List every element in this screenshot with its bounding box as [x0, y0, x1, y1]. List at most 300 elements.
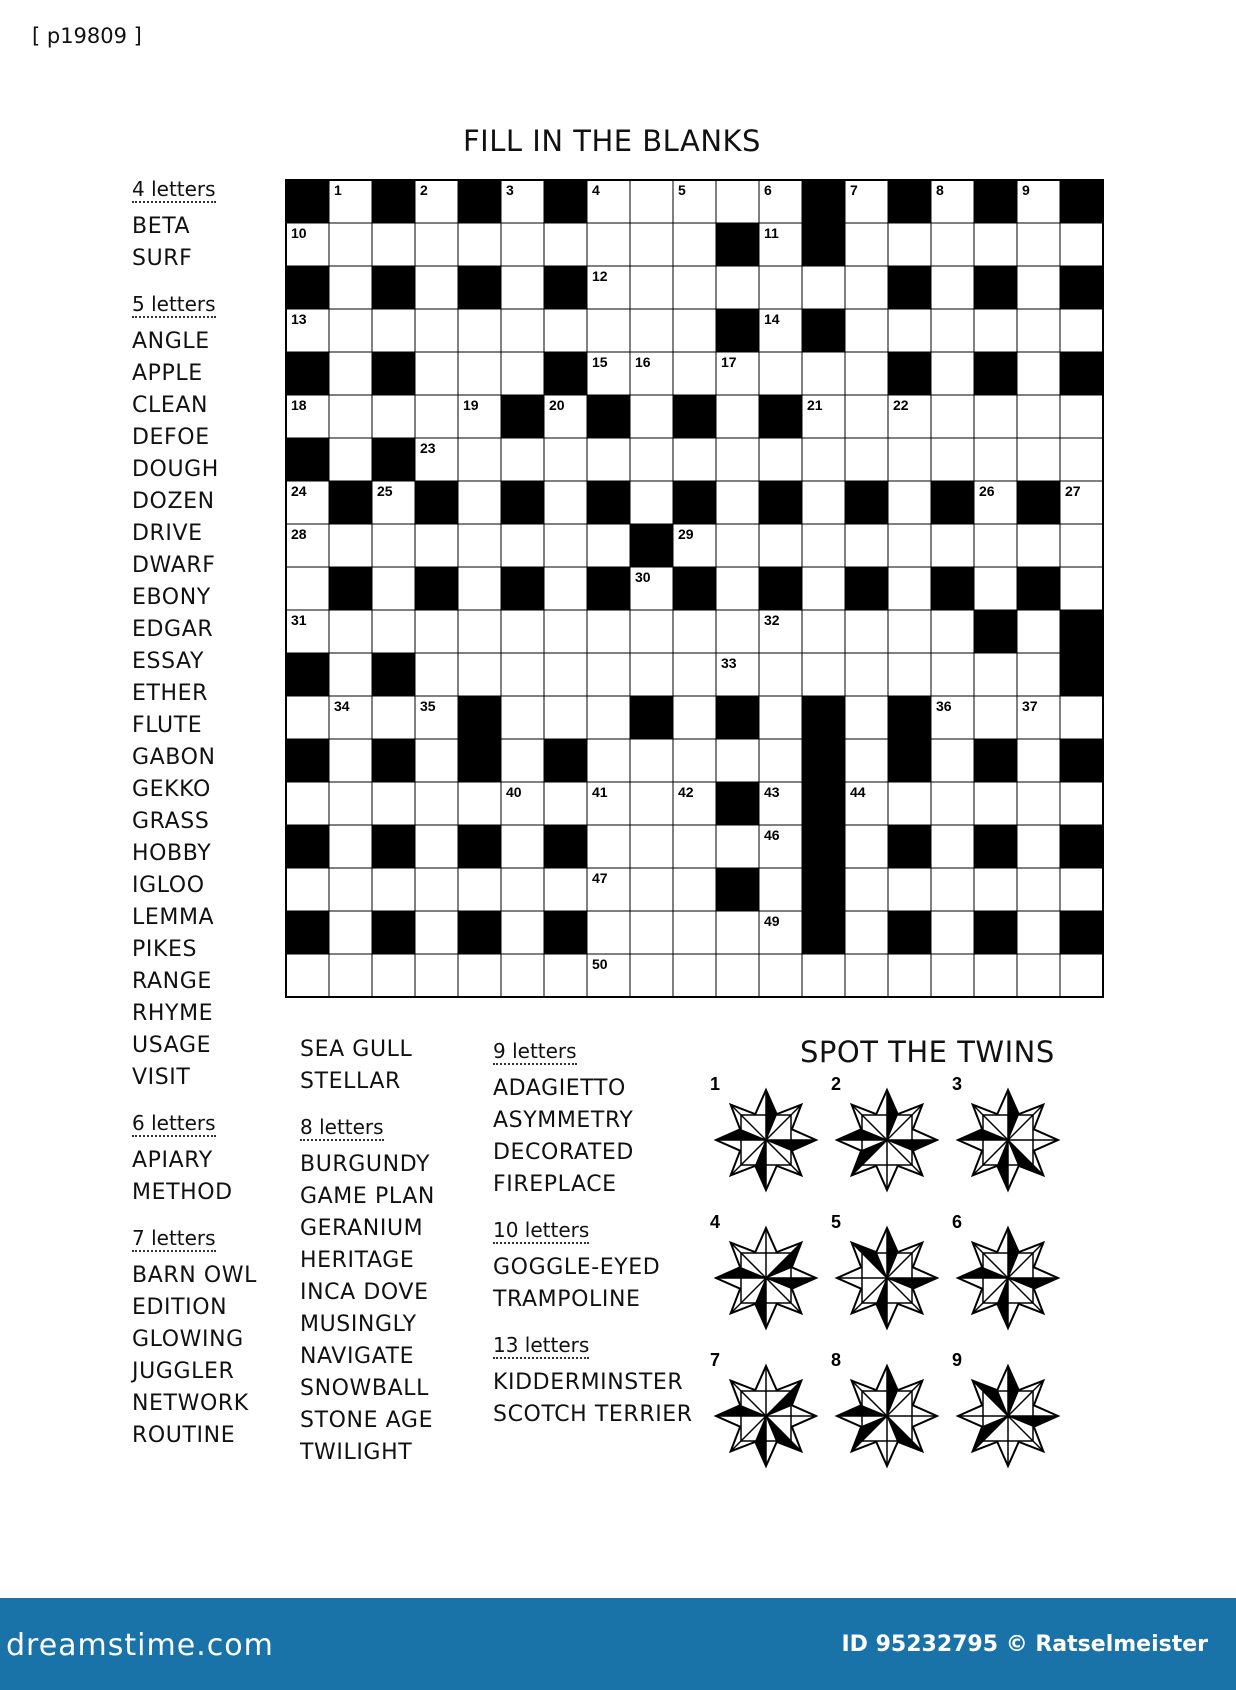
word-entry: STELLAR: [300, 1069, 401, 1094]
white-cell[interactable]: [931, 868, 974, 911]
white-cell[interactable]: [501, 825, 544, 868]
footer-logo[interactable]: dreamstime.com: [6, 1628, 274, 1663]
white-cell[interactable]: [1060, 309, 1103, 352]
white-cell[interactable]: [501, 524, 544, 567]
white-cell[interactable]: [415, 395, 458, 438]
white-cell[interactable]: [802, 266, 845, 309]
white-cell[interactable]: [888, 567, 931, 610]
white-cell[interactable]: [544, 782, 587, 825]
white-cell[interactable]: [501, 911, 544, 954]
white-cell[interactable]: [888, 868, 931, 911]
star-line: [852, 1140, 887, 1175]
white-cell[interactable]: [931, 782, 974, 825]
white-cell[interactable]: [630, 911, 673, 954]
white-cell[interactable]: [458, 223, 501, 266]
clue-number: 17: [721, 354, 737, 370]
white-cell[interactable]: [802, 610, 845, 653]
white-cell[interactable]: [1017, 868, 1060, 911]
white-cell[interactable]: [458, 782, 501, 825]
white-cell[interactable]: [845, 266, 888, 309]
white-cell[interactable]: [759, 524, 802, 567]
white-cell[interactable]: [1060, 524, 1103, 567]
white-cell[interactable]: [415, 954, 458, 997]
white-cell[interactable]: [845, 954, 888, 997]
black-cell: [673, 481, 716, 524]
white-cell[interactable]: [673, 911, 716, 954]
white-cell[interactable]: [1017, 395, 1060, 438]
white-cell[interactable]: [673, 868, 716, 911]
white-cell[interactable]: [372, 567, 415, 610]
black-cell: [372, 266, 415, 309]
white-cell[interactable]: [372, 223, 415, 266]
white-cell[interactable]: [673, 825, 716, 868]
white-cell[interactable]: [716, 481, 759, 524]
white-cell[interactable]: [974, 438, 1017, 481]
black-cell: [888, 180, 931, 223]
white-cell[interactable]: [759, 696, 802, 739]
star-line: [766, 1105, 801, 1140]
white-cell[interactable]: [931, 954, 974, 997]
white-cell[interactable]: [673, 696, 716, 739]
white-cell[interactable]: [587, 223, 630, 266]
white-cell[interactable]: [329, 954, 372, 997]
white-cell[interactable]: [888, 653, 931, 696]
white-cell[interactable]: [931, 653, 974, 696]
star-line: [766, 1416, 801, 1451]
white-cell[interactable]: [888, 610, 931, 653]
white-cell[interactable]: [458, 309, 501, 352]
white-cell[interactable]: [673, 739, 716, 782]
white-cell[interactable]: [1017, 352, 1060, 395]
white-cell[interactable]: [716, 266, 759, 309]
white-cell[interactable]: [372, 395, 415, 438]
white-cell[interactable]: [630, 309, 673, 352]
white-cell[interactable]: [845, 223, 888, 266]
white-cell[interactable]: [1060, 782, 1103, 825]
white-cell[interactable]: [415, 266, 458, 309]
star-square: [862, 1115, 912, 1165]
white-cell[interactable]: [544, 653, 587, 696]
white-cell[interactable]: [415, 739, 458, 782]
word-group: [132, 174, 257, 275]
white-cell[interactable]: [544, 524, 587, 567]
white-cell[interactable]: [329, 352, 372, 395]
white-cell[interactable]: [931, 739, 974, 782]
white-cell[interactable]: [845, 395, 888, 438]
white-cell[interactable]: [630, 395, 673, 438]
word-entry: RANGE: [132, 969, 212, 994]
white-cell[interactable]: [716, 954, 759, 997]
word-entry: IGLOO: [132, 873, 205, 898]
star-line: [973, 1278, 1008, 1313]
white-cell[interactable]: [802, 352, 845, 395]
white-cell[interactable]: [329, 223, 372, 266]
white-cell[interactable]: [802, 653, 845, 696]
white-cell[interactable]: [1017, 825, 1060, 868]
word-entry: GEKKO: [132, 777, 211, 802]
white-cell[interactable]: [888, 524, 931, 567]
white-cell[interactable]: [1060, 438, 1103, 481]
white-cell[interactable]: [630, 782, 673, 825]
white-cell[interactable]: [329, 825, 372, 868]
white-cell[interactable]: [544, 481, 587, 524]
word-group-header: 7 letters: [132, 1226, 216, 1250]
shaded-segment: [837, 1129, 887, 1140]
white-cell[interactable]: [673, 954, 716, 997]
white-cell[interactable]: [372, 309, 415, 352]
black-cell: [329, 481, 372, 524]
white-cell[interactable]: [329, 868, 372, 911]
white-cell[interactable]: [1017, 610, 1060, 653]
black-cell: [716, 223, 759, 266]
white-cell[interactable]: [673, 266, 716, 309]
white-cell[interactable]: [759, 352, 802, 395]
clue-number: 47: [592, 870, 608, 886]
white-cell[interactable]: [845, 696, 888, 739]
clue-number: 46: [764, 827, 780, 843]
white-cell[interactable]: [630, 653, 673, 696]
white-cell[interactable]: [415, 610, 458, 653]
white-cell[interactable]: [888, 223, 931, 266]
clue-number: 23: [420, 440, 436, 456]
white-cell[interactable]: [544, 223, 587, 266]
white-cell[interactable]: [1060, 567, 1103, 610]
white-cell[interactable]: [544, 309, 587, 352]
white-cell[interactable]: [716, 180, 759, 223]
twin-star[interactable]: [831, 1212, 937, 1328]
white-cell[interactable]: [587, 825, 630, 868]
white-cell[interactable]: [759, 739, 802, 782]
white-cell[interactable]: [931, 438, 974, 481]
white-cell[interactable]: [587, 739, 630, 782]
white-cell[interactable]: [931, 266, 974, 309]
white-cell[interactable]: [845, 825, 888, 868]
word-entry: HERITAGE: [300, 1248, 415, 1273]
white-cell[interactable]: [458, 352, 501, 395]
black-cell: [716, 868, 759, 911]
white-cell[interactable]: [1017, 653, 1060, 696]
star-line: [973, 1416, 1008, 1451]
white-cell[interactable]: [931, 524, 974, 567]
white-cell[interactable]: [501, 309, 544, 352]
white-cell[interactable]: [1060, 868, 1103, 911]
white-cell[interactable]: [630, 868, 673, 911]
white-cell[interactable]: [630, 180, 673, 223]
twin-star[interactable]: [710, 1350, 816, 1466]
white-cell[interactable]: [372, 954, 415, 997]
word-entry: INCA DOVE: [300, 1280, 429, 1305]
white-cell[interactable]: [458, 524, 501, 567]
grid-title: FILL IN THE BLANKS: [463, 124, 761, 158]
white-cell[interactable]: [630, 610, 673, 653]
black-cell: [458, 180, 501, 223]
white-cell[interactable]: [286, 868, 329, 911]
black-cell: [888, 825, 931, 868]
white-cell[interactable]: [544, 868, 587, 911]
star-line: [731, 1381, 766, 1416]
white-cell[interactable]: [1017, 309, 1060, 352]
white-cell[interactable]: [716, 825, 759, 868]
white-cell[interactable]: [544, 438, 587, 481]
white-cell[interactable]: [458, 868, 501, 911]
white-cell[interactable]: [587, 524, 630, 567]
white-cell[interactable]: [415, 825, 458, 868]
clue-number: 35: [420, 698, 436, 714]
white-cell[interactable]: [501, 954, 544, 997]
white-cell[interactable]: [974, 567, 1017, 610]
white-cell[interactable]: [329, 266, 372, 309]
white-cell[interactable]: [544, 567, 587, 610]
white-cell[interactable]: [1017, 954, 1060, 997]
white-cell[interactable]: [845, 610, 888, 653]
white-cell[interactable]: [974, 309, 1017, 352]
twin-star[interactable]: [952, 1074, 1058, 1190]
white-cell[interactable]: [329, 739, 372, 782]
white-cell[interactable]: [1017, 524, 1060, 567]
white-cell[interactable]: [716, 395, 759, 438]
white-cell[interactable]: [286, 696, 329, 739]
white-cell[interactable]: [1060, 954, 1103, 997]
white-cell[interactable]: [329, 911, 372, 954]
black-cell: [544, 739, 587, 782]
white-cell[interactable]: [587, 696, 630, 739]
shaded-segment: [766, 1278, 816, 1289]
white-cell[interactable]: [329, 309, 372, 352]
white-cell[interactable]: [630, 266, 673, 309]
word-entry: STONE AGE: [300, 1408, 434, 1433]
white-cell[interactable]: [329, 395, 372, 438]
black-cell: [716, 782, 759, 825]
white-cell[interactable]: [544, 954, 587, 997]
white-cell[interactable]: [458, 481, 501, 524]
white-cell[interactable]: [716, 567, 759, 610]
star-line: [731, 1416, 766, 1451]
white-cell[interactable]: [329, 653, 372, 696]
black-cell: [759, 567, 802, 610]
white-cell[interactable]: [802, 524, 845, 567]
white-cell[interactable]: [1060, 395, 1103, 438]
white-cell[interactable]: [630, 223, 673, 266]
twin-star[interactable]: [952, 1212, 1058, 1328]
white-cell[interactable]: [286, 567, 329, 610]
white-cell[interactable]: [501, 868, 544, 911]
white-cell[interactable]: [673, 438, 716, 481]
shaded-segment: [973, 1416, 1008, 1451]
white-cell[interactable]: [415, 309, 458, 352]
black-cell: [931, 481, 974, 524]
clue-number: 11: [764, 225, 779, 241]
shaded-segment: [852, 1140, 887, 1175]
white-cell[interactable]: [415, 653, 458, 696]
white-cell[interactable]: [759, 266, 802, 309]
twin-star[interactable]: [831, 1350, 937, 1466]
white-cell[interactable]: [587, 438, 630, 481]
white-cell[interactable]: [845, 309, 888, 352]
word-entry: DOUGH: [132, 457, 219, 482]
black-cell: [974, 180, 1017, 223]
white-cell[interactable]: [931, 610, 974, 653]
white-cell[interactable]: [974, 524, 1017, 567]
white-cell[interactable]: [673, 610, 716, 653]
white-cell[interactable]: [329, 524, 372, 567]
white-cell[interactable]: [372, 524, 415, 567]
black-cell: [458, 696, 501, 739]
white-cell[interactable]: [974, 954, 1017, 997]
white-cell[interactable]: [845, 739, 888, 782]
white-cell[interactable]: [759, 868, 802, 911]
white-cell[interactable]: [673, 223, 716, 266]
white-cell[interactable]: [673, 653, 716, 696]
white-cell[interactable]: [372, 868, 415, 911]
star-outline: [958, 1228, 1058, 1328]
white-cell[interactable]: [673, 352, 716, 395]
white-cell[interactable]: [974, 653, 1017, 696]
white-cell[interactable]: [458, 653, 501, 696]
white-cell[interactable]: [716, 438, 759, 481]
white-cell[interactable]: [501, 352, 544, 395]
white-cell[interactable]: [501, 739, 544, 782]
star-line: [766, 1381, 801, 1416]
white-cell[interactable]: [974, 223, 1017, 266]
white-cell[interactable]: [802, 954, 845, 997]
white-cell[interactable]: [716, 739, 759, 782]
white-cell[interactable]: [845, 653, 888, 696]
white-cell[interactable]: [845, 868, 888, 911]
white-cell[interactable]: [888, 309, 931, 352]
white-cell[interactable]: [630, 438, 673, 481]
star-square: [983, 1391, 1033, 1441]
white-cell[interactable]: [329, 610, 372, 653]
white-cell[interactable]: [501, 610, 544, 653]
white-cell[interactable]: [888, 438, 931, 481]
white-cell[interactable]: [759, 954, 802, 997]
clue-number: 26: [979, 483, 995, 499]
white-cell[interactable]: [1060, 696, 1103, 739]
white-cell[interactable]: [458, 610, 501, 653]
white-cell[interactable]: [630, 954, 673, 997]
white-cell[interactable]: [802, 481, 845, 524]
black-cell: [372, 653, 415, 696]
white-cell[interactable]: [1017, 782, 1060, 825]
white-cell[interactable]: [1017, 739, 1060, 782]
white-cell[interactable]: [501, 266, 544, 309]
white-cell[interactable]: [845, 438, 888, 481]
white-cell[interactable]: [415, 524, 458, 567]
white-cell[interactable]: [587, 653, 630, 696]
twin-star[interactable]: [831, 1074, 937, 1190]
white-cell[interactable]: [544, 610, 587, 653]
white-cell[interactable]: [501, 438, 544, 481]
white-cell[interactable]: [372, 782, 415, 825]
white-cell[interactable]: [630, 825, 673, 868]
shaded-segment: [716, 1405, 766, 1416]
white-cell[interactable]: [716, 610, 759, 653]
white-cell[interactable]: [501, 223, 544, 266]
white-cell[interactable]: [587, 309, 630, 352]
star-square: [862, 1253, 912, 1303]
white-cell[interactable]: [415, 782, 458, 825]
star-line: [1008, 1381, 1043, 1416]
star-line: [973, 1243, 1008, 1278]
white-cell[interactable]: [415, 911, 458, 954]
white-cell[interactable]: [759, 653, 802, 696]
black-cell: [974, 739, 1017, 782]
white-cell[interactable]: [974, 782, 1017, 825]
white-cell[interactable]: [458, 954, 501, 997]
white-cell[interactable]: [587, 911, 630, 954]
white-cell[interactable]: [1017, 223, 1060, 266]
clue-number: 36: [936, 698, 952, 714]
white-cell[interactable]: [845, 352, 888, 395]
white-cell[interactable]: [329, 782, 372, 825]
white-cell[interactable]: [286, 782, 329, 825]
white-cell[interactable]: [888, 782, 931, 825]
black-cell: [1017, 481, 1060, 524]
white-cell[interactable]: [974, 868, 1017, 911]
white-cell[interactable]: [544, 696, 587, 739]
white-cell[interactable]: [630, 739, 673, 782]
white-cell[interactable]: [716, 524, 759, 567]
white-cell[interactable]: [931, 309, 974, 352]
twin-star[interactable]: [710, 1074, 816, 1190]
white-cell[interactable]: [673, 309, 716, 352]
clue-number: 32: [764, 612, 780, 628]
white-cell[interactable]: [716, 911, 759, 954]
word-entry: METHOD: [132, 1180, 233, 1205]
twin-star[interactable]: [710, 1212, 816, 1328]
white-cell[interactable]: [802, 567, 845, 610]
white-cell[interactable]: [1017, 438, 1060, 481]
white-cell[interactable]: [587, 610, 630, 653]
white-cell[interactable]: [974, 395, 1017, 438]
white-cell[interactable]: [415, 352, 458, 395]
white-cell[interactable]: [1017, 266, 1060, 309]
white-cell[interactable]: [1017, 911, 1060, 954]
white-cell[interactable]: [931, 352, 974, 395]
black-cell: [544, 266, 587, 309]
white-cell[interactable]: [630, 481, 673, 524]
clue-number: 38: [291, 741, 307, 757]
white-cell[interactable]: [329, 438, 372, 481]
white-cell[interactable]: [888, 481, 931, 524]
white-cell[interactable]: [974, 696, 1017, 739]
white-cell[interactable]: [372, 610, 415, 653]
white-cell[interactable]: [1060, 223, 1103, 266]
white-cell[interactable]: [286, 954, 329, 997]
white-cell[interactable]: [802, 438, 845, 481]
white-cell[interactable]: [931, 395, 974, 438]
white-cell[interactable]: [759, 438, 802, 481]
white-cell[interactable]: [845, 524, 888, 567]
white-cell[interactable]: [458, 438, 501, 481]
white-cell[interactable]: [931, 825, 974, 868]
white-cell[interactable]: [845, 911, 888, 954]
twin-star[interactable]: [952, 1350, 1058, 1466]
clue-number: 6: [764, 182, 772, 198]
white-cell[interactable]: [458, 567, 501, 610]
star-line: [1008, 1140, 1043, 1175]
white-cell[interactable]: [415, 223, 458, 266]
shaded-segment: [1008, 1416, 1058, 1427]
white-cell[interactable]: [931, 911, 974, 954]
white-cell[interactable]: [501, 653, 544, 696]
white-cell[interactable]: [415, 868, 458, 911]
white-cell[interactable]: [372, 696, 415, 739]
white-cell[interactable]: [501, 696, 544, 739]
word-entry: BARN OWL: [132, 1263, 258, 1288]
white-cell[interactable]: [888, 954, 931, 997]
white-cell[interactable]: [931, 223, 974, 266]
